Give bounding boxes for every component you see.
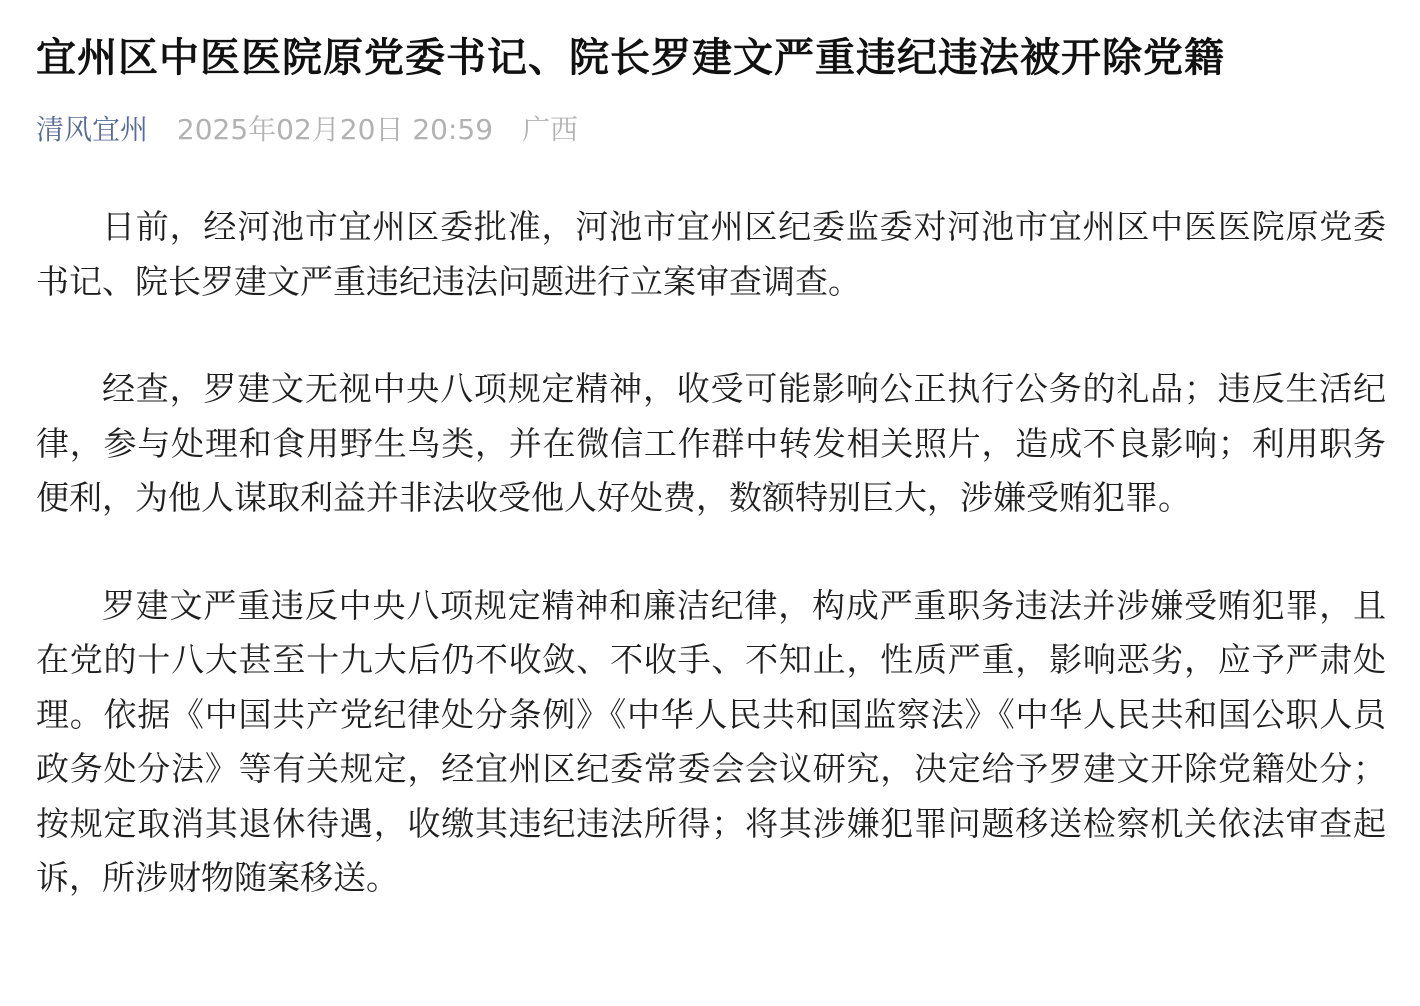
article-meta — [36, 110, 1386, 150]
source-account-link[interactable]: 清风宜州 — [36, 113, 149, 146]
publish-region: 广西 — [521, 113, 578, 146]
article-title: 宜州区中医医院原党委书记、院长罗建文严重违纪违法被开除党籍 — [36, 35, 1225, 81]
paragraph-2: 经查，罗建文无视中央八项规定精神，收受可能影响公正执行公务的礼品；违反生活纪律，参与处理和食用野生鸟类，并在微信工作群中转发相关照片，造成不良影响；利用职务便利，为他人谋取利益并非法收受他人好处费，数额特别巨大，涉嫌受贿犯罪。 — [36, 369, 1386, 517]
paragraph-3: 罗建文严重违反中央八项规定精神和廉洁纪律，构成严重职务违法并涉嫌受贿犯罪，且在党的十八大甚至十九大后仍不收敛、不收手、不知止，性质严重，影响恶劣，应予严肃处理。依据《中国共产党纪律处分条例》《中华人民共和国监察法》《中华人民共和国公职人员政务处分法》等有关规定，经宜州区纪委常委会会议研究，决定给予罗建文开除党籍处分；按规定取消其退休待遇，收缴其违纪违法所得；将其涉嫌犯罪问题移送检察机关依法审查起诉，所涉财物随案移送。 — [36, 585, 1386, 897]
paragraph-1: 日前，经河池市宜州区委批准，河池市宜州区纪委监委对河池市宜州区中医医院原党委书记、院长罗建文严重违纪违法问题进行立案审查调查。 — [36, 207, 1386, 301]
article-body — [36, 200, 1386, 906]
article — [36, 0, 1386, 959]
publish-datetime: 2025年02月20日 20:59 — [176, 113, 494, 146]
